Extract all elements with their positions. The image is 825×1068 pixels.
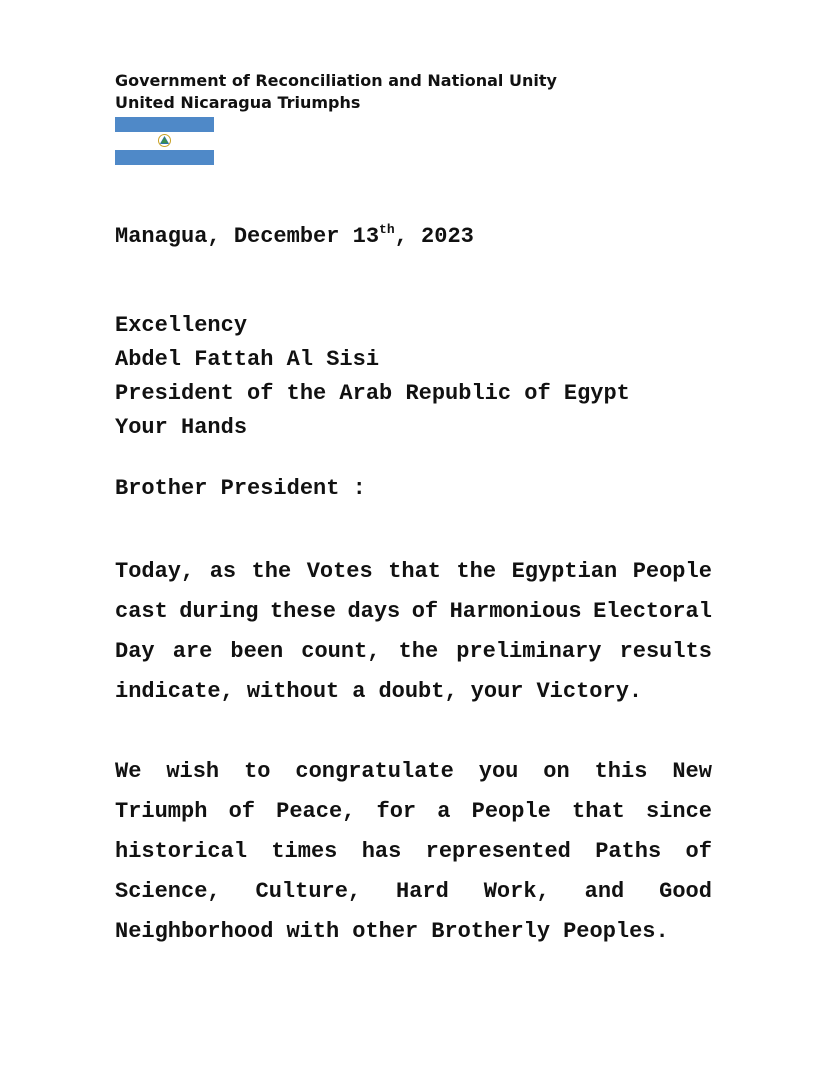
word: wish — [166, 759, 220, 784]
word: Day — [115, 639, 155, 664]
word: Harmonious — [449, 599, 582, 624]
recipient-delivery: Your Hands — [115, 415, 248, 440]
word: other — [352, 919, 419, 944]
word: Neighborhood — [115, 919, 274, 944]
word: Egyptian — [511, 559, 618, 584]
paragraph-line — [115, 592, 712, 632]
word: Peoples. — [563, 919, 669, 944]
word: the — [251, 559, 292, 584]
word: as — [209, 559, 237, 584]
word: People — [471, 799, 551, 824]
word: congratulate — [295, 759, 454, 784]
word: of — [411, 599, 439, 624]
word: We — [115, 759, 142, 784]
word: doubt, — [378, 679, 458, 704]
word: Peace, — [276, 799, 356, 824]
recipient-office: President of the Arab Republic of Egypt — [115, 381, 630, 406]
recipient-title: Excellency — [115, 313, 248, 338]
word: a — [437, 799, 451, 824]
word: Today, — [115, 559, 195, 584]
word: indicate, — [115, 679, 234, 704]
letter-date — [115, 222, 474, 249]
word: Brotherly — [431, 919, 551, 944]
recipient-name: Abdel Fattah Al Sisi — [115, 347, 380, 372]
word: this — [594, 759, 648, 784]
word: on — [543, 759, 570, 784]
word: and — [584, 879, 625, 904]
word: that — [388, 559, 441, 584]
word: Good — [659, 879, 712, 904]
word: your — [470, 679, 524, 704]
word: days — [347, 599, 401, 624]
word: People — [632, 559, 712, 584]
word: results — [619, 639, 712, 664]
word: with — [286, 919, 340, 944]
word: of — [685, 839, 712, 864]
word: has — [361, 839, 402, 864]
word: Hard — [396, 879, 449, 904]
paragraph-line — [115, 552, 712, 592]
paragraph-line — [115, 912, 712, 952]
word: for — [376, 799, 417, 824]
word: since — [645, 799, 712, 824]
word: a — [352, 679, 366, 704]
date-ordinal: th — [379, 222, 395, 237]
word: of — [228, 799, 255, 824]
paragraph-line — [115, 872, 712, 912]
paragraph-2 — [115, 752, 712, 952]
word: the — [398, 639, 439, 664]
word: New — [672, 759, 712, 784]
word: without — [246, 679, 340, 704]
word: you — [478, 759, 519, 784]
word: are — [172, 639, 213, 664]
paragraph-line — [115, 792, 712, 832]
letterhead — [115, 70, 557, 114]
word: times — [271, 839, 338, 864]
word: Victory. — [536, 679, 643, 704]
word: Work, — [483, 879, 550, 904]
word: count, — [301, 639, 381, 664]
coat-of-arms-icon — [158, 134, 171, 147]
flag-top-stripe — [115, 117, 214, 132]
word: Votes — [306, 559, 373, 584]
word: cast — [115, 599, 168, 624]
word: preliminary — [456, 639, 602, 664]
flag-bottom-stripe — [115, 150, 214, 165]
word: these — [269, 599, 336, 624]
word: during — [179, 599, 259, 624]
word: to — [244, 759, 271, 784]
date-year: , 2023 — [394, 224, 474, 249]
word: represented — [425, 839, 571, 864]
word: Triumph — [115, 799, 208, 824]
government-name: Government of Reconciliation and National Unity — [115, 71, 557, 90]
paragraph-line — [115, 832, 712, 872]
nicaragua-flag — [115, 117, 214, 165]
word: the — [456, 559, 497, 584]
paragraph-line — [115, 672, 712, 712]
paragraph-line — [115, 752, 712, 792]
paragraph-1 — [115, 552, 712, 712]
government-motto: United Nicaragua Triumphs — [115, 93, 361, 112]
word: Science, — [115, 879, 221, 904]
date-text: Managua, December 13 — [115, 224, 380, 249]
word: been — [230, 639, 284, 664]
recipient-block — [115, 309, 630, 445]
paragraph-line — [115, 632, 712, 672]
word: Electoral — [593, 599, 712, 624]
word: Culture, — [255, 879, 362, 904]
word: that — [572, 799, 625, 824]
word: historical — [115, 839, 248, 864]
salutation: Brother President : — [115, 476, 366, 501]
word: Paths — [595, 839, 662, 864]
